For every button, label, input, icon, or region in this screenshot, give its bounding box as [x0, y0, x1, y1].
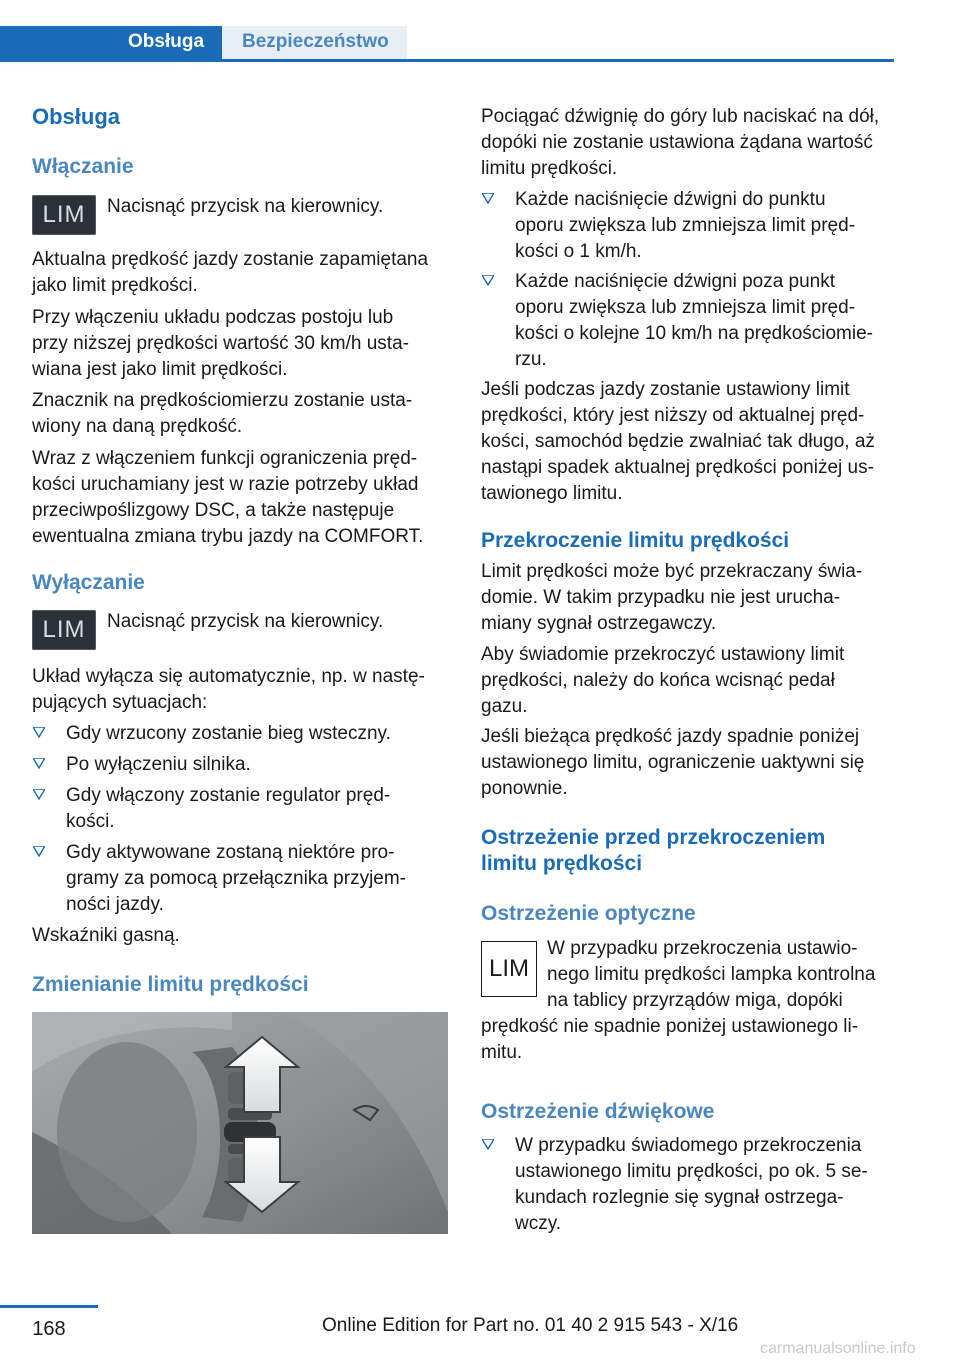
watermark: carmanualsonline.info	[760, 1340, 916, 1357]
paragraph: prędkość nie spadnie poniżej ustawionego li- mitu.	[481, 1016, 859, 1063]
paragraph: Pociągać dźwignię do góry lub naciskać na dół, dopóki nie zostanie ustawiona żądana wartość limitu prędkości.	[481, 106, 880, 179]
heading-wylaczanie: Wyłączanie	[32, 571, 145, 594]
tab-bezpieczenstwo[interactable]: Bezpieczeństwo	[222, 26, 407, 59]
triangle-bullet-icon	[33, 758, 45, 769]
steering-wheel-drawing	[32, 1012, 448, 1234]
lim-indicator-icon: LIM	[481, 941, 537, 997]
list-item: W przypadku świadomego przekroczenia ustawionego limitu prędkości, po ok. 5 se- kundach rozlegnie się sygnał ostrzega- wczy.	[481, 1133, 895, 1237]
heading-obsluga: Obsługa	[32, 104, 121, 129]
paragraph: Jeśli podczas jazdy zostanie ustawiony limit prędkości, który jest niższy od aktualnej pręd- kości, samochód będzie zwalniać tak długo, aż nastąpi spadek aktualnej prędkości poniżej us- tawionego limitu.	[481, 379, 875, 504]
heading-ostrzezenie-dzwiekowe: Ostrzeżenie dźwiękowe	[481, 1100, 715, 1123]
paragraph: Wraz z włączeniem funkcji ograniczenia pręd- kości uruchamiany jest w razie potrzeby układ przeciwpoślizgowy DSC, a także następuje ewentualna zmiana trybu jazdy na COMFORT.	[32, 448, 424, 547]
list-item: Każde naciśnięcie dźwigni poza punkt oporu zwiększa lub zmniejsza limit pręd- kości o kolejne 10 km/h na prędkościomie- rzu.	[481, 269, 895, 373]
list-item: Gdy wrzucony zostanie bieg wsteczny.	[32, 721, 448, 747]
heading-ostrzezenie: Ostrzeżenie przed przekroczeniem limitu prędkości	[481, 826, 826, 875]
lim-button-icon: LIM	[32, 610, 96, 650]
wlaczanie-instruction: Nacisnąć przycisk na kierownicy.	[107, 196, 384, 217]
paragraph: Aby świadomie przekroczyć ustawiony limit prędkości, należy do końca wcisnąć pedał gazu.	[481, 644, 845, 717]
lim-button-icon: LIM	[32, 195, 96, 235]
paragraph: W przypadku przekroczenia ustawio- nego limitu prędkości lampka kontrolna na tablicy przyrządów miga, dopóki	[547, 938, 876, 1011]
triangle-bullet-icon	[33, 846, 45, 857]
heading-zmienianie: Zmienianie limitu prędkości	[32, 973, 309, 996]
wylaczanie-instruction: Nacisnąć przycisk na kierownicy.	[107, 611, 384, 632]
tab-obsluga[interactable]: Obsługa	[0, 26, 222, 59]
paragraph: Przy włączeniu układu podczas postoju lub przy niższej prędkości wartość 30 km/h usta- wiana jest jako limit prędkości.	[32, 307, 409, 380]
header-tabs	[0, 26, 894, 62]
heading-ostrzezenie-optyczne: Ostrzeżenie optyczne	[481, 902, 696, 925]
list-item: Gdy włączony zostanie regulator pręd- kości.	[32, 783, 448, 835]
triangle-bullet-icon	[482, 193, 494, 204]
triangle-bullet-icon	[33, 789, 45, 800]
list-item: Gdy aktywowane zostaną niektóre pro- gramy za pomocą przełącznika przyjem- ności jazdy.	[32, 840, 448, 918]
steering-wheel-illustration	[32, 1012, 448, 1234]
triangle-bullet-icon	[482, 275, 494, 286]
heading-wlaczanie: Włączanie	[32, 155, 134, 178]
paragraph: Wskaźniki gasną.	[32, 925, 180, 946]
paragraph: Znacznik na prędkościomierzu zostanie usta- wiony na daną prędkość.	[32, 390, 413, 437]
triangle-bullet-icon	[482, 1139, 494, 1150]
list-item: Po wyłączeniu silnika.	[32, 752, 448, 778]
paragraph: Aktualna prędkość jazdy zostanie zapamiętana jako limit prędkości.	[32, 249, 429, 296]
triangle-bullet-icon	[33, 727, 45, 738]
paragraph: Jeśli bieżąca prędkość jazdy spadnie poniżej ustawionego limitu, ograniczenie uaktywni się ponownie.	[481, 726, 865, 799]
list-item: Każde naciśnięcie dźwigni do punktu oporu zwiększa lub zmniejsza limit pręd- kości o 1 km/h.	[481, 187, 895, 265]
footer-edition: Online Edition for Part no. 01 40 2 915 543 - X/16	[322, 1315, 739, 1336]
paragraph: Układ wyłącza się automatycznie, np. w nastę- pujących sytuacjach:	[32, 666, 425, 713]
paragraph: Limit prędkości może być przekraczany świa- domie. W takim przypadku nie jest urucha- miany sygnał ostrzegawczy.	[481, 561, 863, 634]
heading-przekroczenie: Przekroczenie limitu prędkości	[481, 529, 790, 552]
page-number: 168	[0, 1305, 98, 1341]
